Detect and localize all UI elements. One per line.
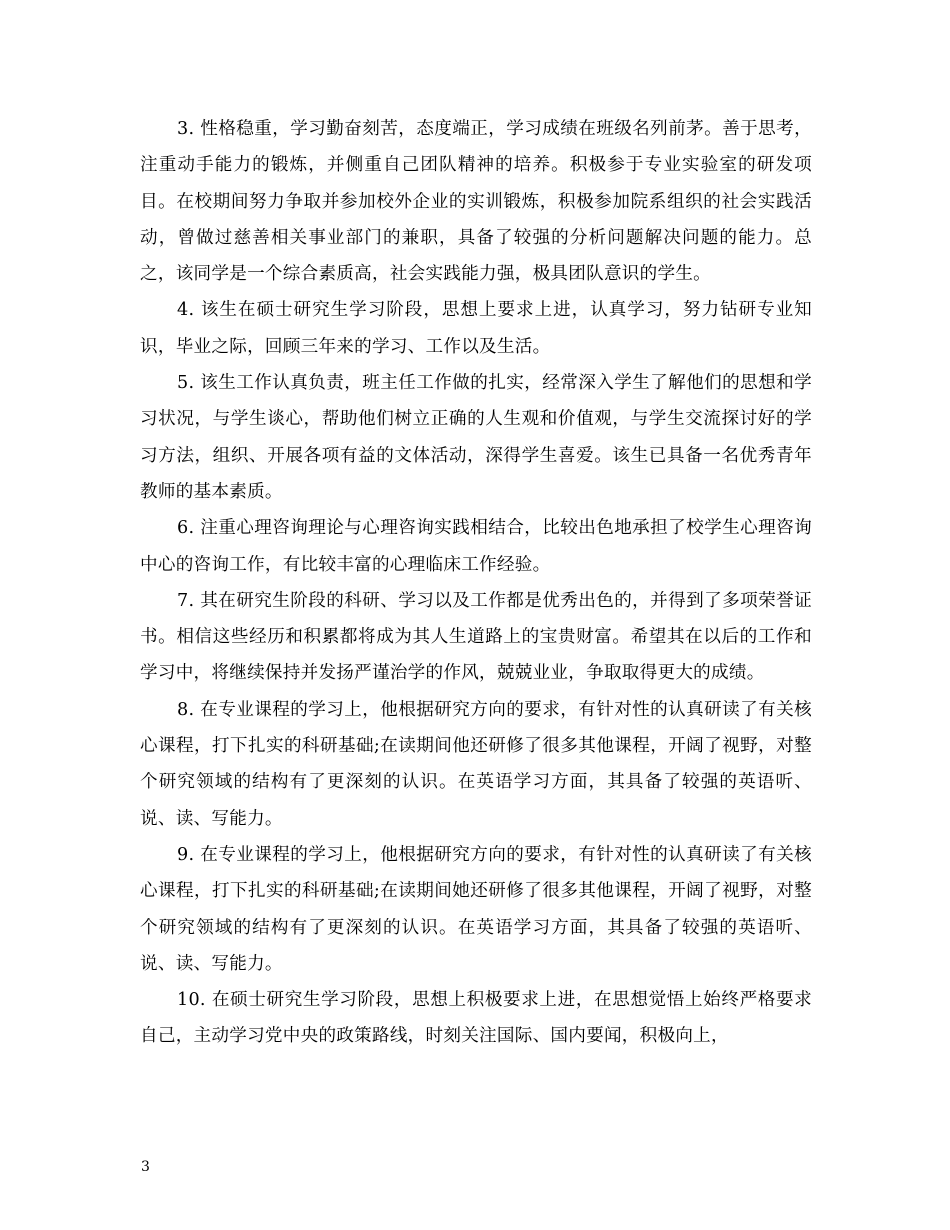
page-number: 3 [141, 1159, 150, 1175]
paragraph-8: 8. 在专业课程的学习上，他根据研究方向的要求，有针对性的认真研读了有关核心课程，打下扎实的科研基础;在读期间他还研修了很多其他课程，开阔了视野，对整个研究领域的结构有了更深刻的认识。在英语学习方面，其具备了较强的英语听、说、读、写能力。 [140, 699, 812, 829]
paragraph-4: 4. 该生在硕士研究生学习阶段，思想上要求上进，认真学习，努力钻研专业知识，毕业之际，回顾三年来的学习、工作以及生活。 [140, 300, 812, 357]
paragraph-10: 10. 在硕士研究生学习阶段，思想上积极要求上进，在思想觉悟上始终严格要求自己，主动学习党中央的政策路线，时刻关注国际、国内要闻，积极向上， [140, 990, 812, 1047]
body-text [140, 111, 812, 1055]
paragraph-9: 9. 在专业课程的学习上，他根据研究方向的要求，有针对性的认真研读了有关核心课程，打下扎实的科研基础;在读期间她还研修了很多其他课程，开阔了视野，对整个研究领域的结构有了更深刻的认识。在英语学习方面，其具备了较强的英语听、说、读、写能力。 [140, 844, 812, 974]
paragraph-5: 5. 该生工作认真负责，班主任工作做的扎实，经常深入学生了解他们的思想和学习状况，与学生谈心，帮助他们树立正确的人生观和价值观，与学生交流探讨好的学习方法，组织、开展各项有益的文体活动，深得学生喜爱。该生已具备一名优秀青年教师的基本素质。 [140, 373, 812, 502]
paragraph-6: 6. 注重心理咨询理论与心理咨询实践相结合，比较出色地承担了校学生心理咨询中心的咨询工作，有比较丰富的心理临床工作经验。 [140, 518, 812, 575]
paragraph-7: 7. 其在研究生阶段的科研、学习以及工作都是优秀出色的，并得到了多项荣誉证书。相信这些经历和积累都将成为其人生道路上的宝贵财富。希望其在以后的工作和学习中，将继续保持并发扬严谨治学的作风，兢兢业业，争取取得更大的成绩。 [140, 590, 812, 684]
paragraph-3: 3. 性格稳重，学习勤奋刻苦，态度端正，学习成绩在班级名列前茅。善于思考，注重动手能力的锻炼，并侧重自己团队精神的培养。积极参于专业实验室的研发项目。在校期间努力争取并参加校外企业的实训锻炼，积极参加院系组织的社会实践活动，曾做过慈善相关事业部门的兼职，具备了较强的分析问题解决问题的能力。总之，该同学是一个综合素质高，社会实践能力强，极具团队意识的学生。 [140, 119, 812, 285]
